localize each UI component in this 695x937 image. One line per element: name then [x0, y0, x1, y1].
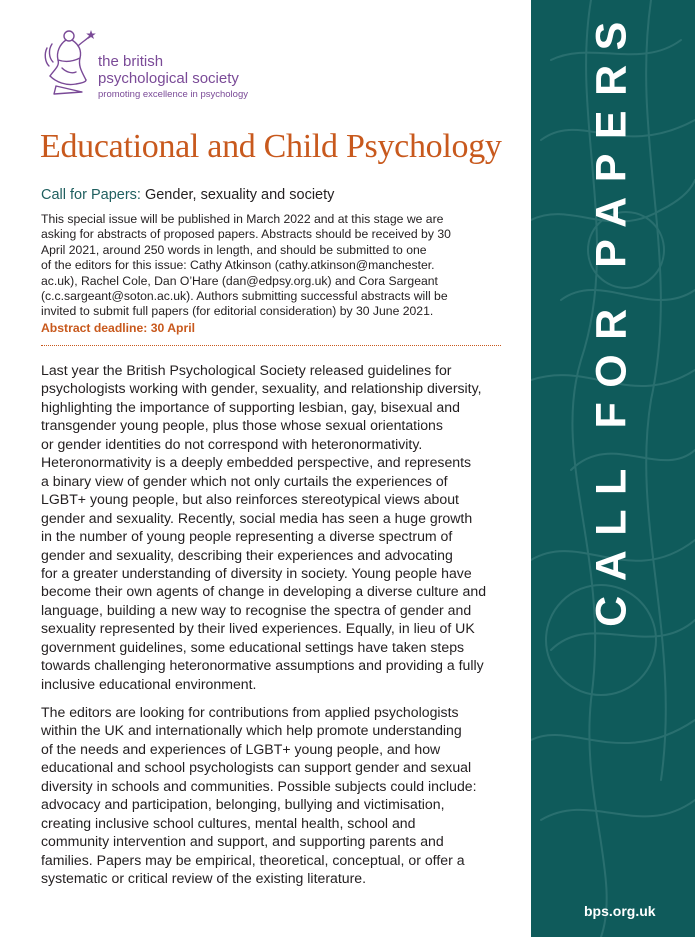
- body-line: systematic or critical review of the existing literature.: [41, 870, 367, 887]
- body-line: sexuality represented by their lived experiences. Equally, in lieu of UK: [41, 620, 475, 637]
- body-line: of the needs and experiences of LGBT+ young people, and how: [41, 740, 441, 757]
- body-line: within the UK and internationally which help promote understanding: [41, 722, 462, 739]
- body-line: highlighting the importance of supporting lesbian, gay, bisexual and: [41, 398, 460, 415]
- call-for-papers-heading-text: CALL FOR PAPERS: [587, 7, 636, 627]
- intro-line: This special issue will be published in March 2022 and at this stage we are: [41, 212, 444, 226]
- body-line: community intervention and support, and supporting parents and: [41, 833, 444, 850]
- call-for-papers-line: [41, 187, 334, 203]
- intro-line: (c.c.sargeant@soton.ac.uk). Authors submitting successful abstracts will be: [41, 289, 448, 304]
- body-line: inclusive educational environment.: [41, 675, 257, 692]
- body-line: creating inclusive school cultures, mental health, school and: [41, 814, 416, 831]
- body-line: for a greater understanding of diversity in society. Young people have: [41, 564, 472, 581]
- call-for-papers-label: Call for Papers:: [41, 187, 141, 203]
- body-line: transgender young people, plus those whose sexual orientations: [41, 417, 443, 434]
- body-line: The editors are looking for contributions from applied psychologists: [41, 704, 459, 720]
- logo-text-line1: the british: [98, 53, 164, 70]
- intro-line: of the editors for this issue: Cathy Atkinson (cathy.atkinson@manchester.: [41, 258, 435, 273]
- body-line: gender and sexuality. Recently, social media has seen a huge growth: [41, 509, 473, 526]
- body-line: families. Papers may be empirical, theoretical, conceptual, or offer a: [41, 851, 465, 868]
- body-line: Heteronormativity is a deeply embedded perspective, and represents: [41, 454, 472, 471]
- body-line: become their own agents of change in developing a diverse culture and: [41, 583, 487, 600]
- body-line: psychologists working with gender, sexuality, and relationship diversity,: [41, 380, 482, 397]
- intro-line: ac.uk), Rachel Cole, Dan O’Hare (dan@edpsy.org.uk) and Cora Sargeant: [41, 273, 438, 288]
- body-line: or gender identities do not correspond with heteronormativity.: [41, 435, 423, 452]
- intro-paragraph: [41, 212, 511, 320]
- body-paragraph-2: [41, 703, 511, 888]
- intro-line: asking for abstracts of proposed papers. Abstracts should be received by 30: [41, 227, 451, 242]
- abstract-deadline: Abstract deadline: 30 April: [41, 321, 195, 335]
- bps-logo: [42, 26, 282, 106]
- intro-line: invited to submit full papers (for editorial consideration) by 30 June 2021.: [41, 304, 434, 319]
- body-line: advocacy and participation, belonging, bullying and victimisation,: [41, 796, 445, 813]
- call-for-papers-topic: Gender, sexuality and society: [144, 187, 335, 203]
- body-line: towards challenging heteronormative assumptions and providing a fully: [41, 657, 484, 674]
- bps-url-link[interactable]: bps.org.uk: [584, 903, 656, 919]
- intro-line: April 2021, around 250 words in length, and should be submitted to one: [41, 242, 427, 257]
- psyche-figure-icon: [42, 26, 98, 98]
- body-line: diversity in schools and communities. Possible subjects could include:: [41, 777, 477, 794]
- journal-title: Educational and Child Psychology: [40, 128, 502, 165]
- body-line: government guidelines, some educational settings have taken steps: [41, 638, 465, 655]
- dotted-divider: [41, 345, 501, 346]
- logo-text-line2: psychological society: [98, 70, 239, 87]
- body-paragraph-1: [41, 361, 511, 693]
- body-line: a binary view of gender which not only curtails the experiences of: [41, 472, 448, 489]
- body-line: gender and sexuality, describing their experiences and advocating: [41, 546, 453, 563]
- body-line: in the number of young people representing a diverse spectrum of: [41, 528, 453, 545]
- logo-tagline: promoting excellence in psychology: [98, 89, 248, 100]
- body-line: LGBT+ young people, but also reinforces stereotypical views about: [41, 491, 459, 508]
- body-line: Last year the British Psychological Society released guidelines for: [41, 362, 452, 378]
- body-line: language, building a new way to recognise the spectra of gender and: [41, 601, 472, 618]
- body-line: educational and school psychologists can support gender and sexual: [41, 759, 472, 776]
